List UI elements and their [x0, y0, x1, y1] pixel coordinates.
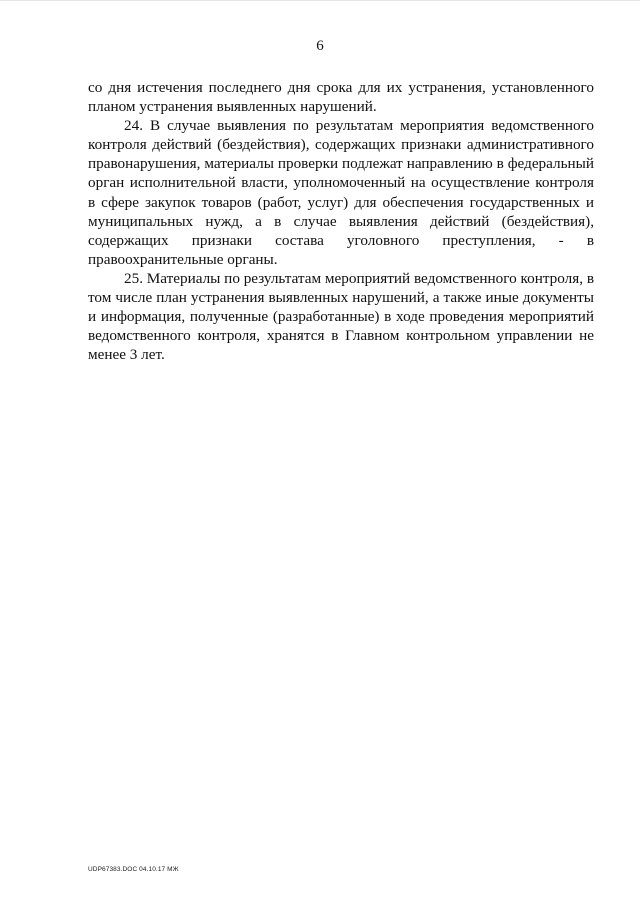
page-top-edge [0, 0, 640, 1]
document-body [88, 78, 594, 364]
paragraph-continuation: со дня истечения последнего дня срока для их устранения, установленного планом устранения выявленных нарушений. [88, 79, 594, 116]
page-number: 6 [316, 38, 324, 54]
paragraph-25: 25. Материалы по результатам мероприятий ведомственного контроля, в том числе план устранения выявленных нарушений, а также иные документы и информация, полученные (разработанные) в ходе проведения мероприятий ведомственного контроля, хранятся в Главном контрольном управлении не менее 3 лет. [88, 269, 594, 364]
paragraph-24: 24. В случае выявления по результатам мероприятия ведомственного контроля действий (бездействия), содержащих признаки административного правонарушения, материалы проверки подлежат направлению в федеральный орган исполнительной власти, уполномоченный на осуществление контроля в сфере закупок товаров (работ, услуг) для обеспечения государственных и муниципальных нужд, а в случае выявления действий (бездействия), содержащих признаки состава уголовного преступления, - в правоохранительные органы. [88, 117, 594, 268]
document-footer: UDP67383.DOC 04.10.17 МЖ [88, 866, 179, 873]
